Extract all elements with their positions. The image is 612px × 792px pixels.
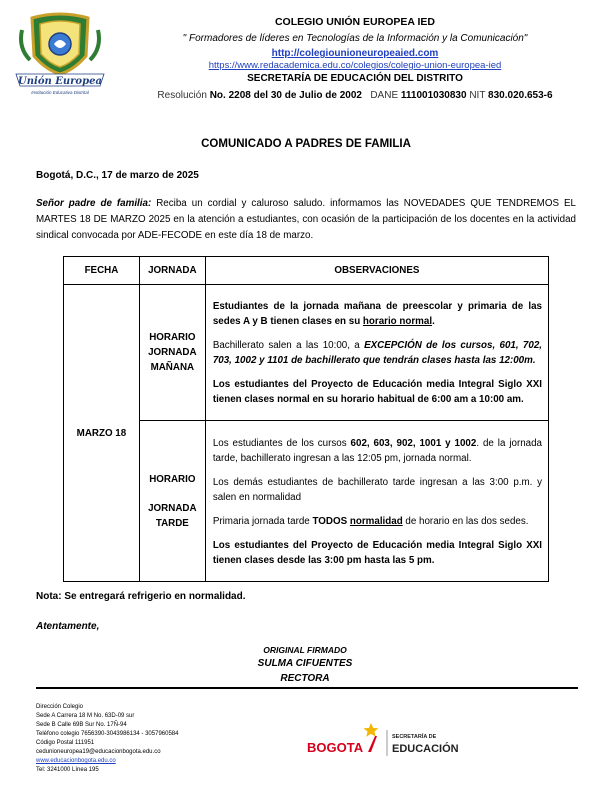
resolution-value: No. 2208 del 30 de Julio de 2002 — [209, 90, 362, 101]
footer-email: cedunioneuropea19@educacionbogota.edu.co — [36, 749, 161, 755]
educacion-label: EDUCACIÓN — [392, 743, 459, 755]
jornada-morning-line-2: JORNADA — [148, 347, 197, 358]
morning-obs-1: Estudiantes de la jornada mañana de preescolar y primaria de las sedes A y B tienen clases en su — [212, 301, 542, 327]
table-row-morning — [64, 285, 549, 421]
document-date: Bogotá, D.C., 17 de marzo de 2025 — [36, 170, 199, 181]
afternoon-obs-1-end: . de la jornada tarde, bachillerato ingresan a las 12:05 pm, jornada normal. — [212, 437, 542, 464]
afternoon-obs-3: Primaria jornada tarde — [212, 515, 313, 527]
footer-website-link[interactable]: www.educacionbogota.edu.co — [36, 758, 116, 764]
jornada-morning-cell — [139, 285, 205, 421]
logo-subtitle: Institución Educativa Distrital — [31, 90, 89, 95]
intro-text: Reciba un cordial y caluroso saludo. informamos las NOVEDADES QUE TENDREMOS EL MARTES 18 DE MARZO 2025 en la atención a estudiantes, con ocasión de la participación de los docentes en la actividad sindical convocada por ADE-FECODE en este día 18 de marzo. — [36, 198, 576, 241]
signatory-role: RECTORA — [280, 673, 330, 684]
nit-label: NIT — [469, 90, 486, 101]
jornada-afternoon-line-2: JORNADA — [148, 502, 197, 514]
afternoon-obs-2: Los demás estudiantes de bachillerato tarde ingresan a las 3:00 p.m. y salen en normalidad — [212, 476, 542, 503]
date-cell: MARZO 18 — [64, 285, 140, 582]
jornada-morning-line-1: HORARIO — [149, 332, 196, 343]
afternoon-obs-1-bold: 602, 603, 902, 1001 y 1002 — [350, 437, 477, 449]
signatory-name: SULMA CIFUENTES — [257, 658, 353, 669]
school-website-link[interactable]: http://colegiounioneuropeaied.com — [271, 48, 439, 59]
morning-obs-2: Bachillerato salen a las 10:00, a — [212, 340, 365, 351]
jornada-morning-line-3: MAÑANA — [150, 362, 195, 373]
footer-phone: Teléfono colegio 7656390-3043986134 - 3057960584 — [36, 731, 179, 737]
footer-postal-code: Código Postal 111951 — [36, 740, 95, 746]
afternoon-obs-3-bold: TODOS — [312, 515, 348, 527]
secretariat-name: SECRETARÍA DE EDUCACIÓN DEL DISTRITO — [247, 73, 463, 84]
jornada-afternoon-line-1: HORARIO — [149, 473, 196, 485]
closing-line: Atentamente, — [36, 621, 100, 632]
document-title: COMUNICADO A PADRES DE FAMILIA — [201, 138, 411, 150]
morning-observations — [205, 285, 548, 421]
afternoon-obs-1: Los estudiantes de los cursos — [212, 437, 351, 449]
morning-obs-3: Los estudiantes del Proyecto de Educación media Integral Siglo XXI tienen clases normal en su horario habitual de 6:00 am a 10:00 am. — [212, 379, 542, 405]
school-motto: " Formadores de líderes en Tecnologías de la Información y la Comunicación" — [182, 33, 528, 44]
morning-obs-1-underline: horario normal — [362, 316, 433, 327]
logo-banner-text: Unión Europea — [18, 76, 102, 87]
observations-table — [63, 256, 549, 582]
afternoon-obs-3-underline: normalidad — [349, 515, 403, 527]
bogota-wordmark: BOGOTA — [307, 740, 364, 755]
resolution-label: Resolución — [157, 90, 207, 101]
morning-obs-2-emphasis: EXCEPCIÓN de los cursos, 601, 702, 703, 1002 y 1101 de bachillerato que tendrán clases hasta las 12:00m. — [212, 340, 542, 366]
afternoon-observations — [205, 421, 548, 582]
jornada-afternoon-line-3: TARDE — [155, 517, 189, 529]
refreshment-note: Nota: Se entregará refrigerio en normalidad. — [36, 591, 246, 602]
header-observaciones: OBSERVACIONES — [205, 257, 548, 285]
star-icon — [364, 723, 379, 752]
footer-sede-a: Sede A Carrera 18 M No. 63D-09 sur — [36, 713, 135, 719]
signature-status: ORIGINAL FIRMADO — [263, 645, 347, 655]
salutation: Señor padre de familia: — [36, 198, 152, 209]
redacademica-link[interactable]: https://www.redacademica.edu.co/colegios/colegio-union-europea-ied — [208, 60, 502, 71]
dane-label: DANE — [370, 90, 399, 101]
school-logo — [10, 8, 110, 98]
resolution-line — [140, 90, 570, 101]
header-fecha: FECHA — [64, 257, 140, 285]
table-header-row — [64, 257, 549, 285]
bogota-education-logo — [305, 720, 465, 760]
intro-paragraph — [36, 196, 576, 244]
secretaria-label: SECRETARÍA DE — [392, 734, 437, 740]
footer-tel-line: Tel: 3241000 Línea 195 — [36, 767, 99, 773]
afternoon-obs-3-end: de horario en las dos sedes. — [402, 515, 529, 527]
header-jornada: JORNADA — [139, 257, 205, 285]
dane-value: 111001030830 — [400, 90, 467, 101]
footer-sede-b: Sede B Calle 69B Sur No. 17Ñ-94 — [36, 722, 127, 728]
jornada-afternoon-cell — [139, 421, 205, 582]
afternoon-obs-4: Los estudiantes del Proyecto de Educación media Integral Siglo XXI tienen clases desde las 3:00 pm hasta las 5 pm. — [212, 539, 542, 566]
school-name: COLEGIO UNIÓN EUROPEA IED — [274, 16, 436, 28]
footer-address-title: Dirección Colegio — [36, 704, 84, 710]
nit-value: 830.020.653-6 — [488, 90, 553, 101]
footer-divider — [36, 687, 578, 689]
morning-obs-1-end: . — [432, 316, 435, 327]
